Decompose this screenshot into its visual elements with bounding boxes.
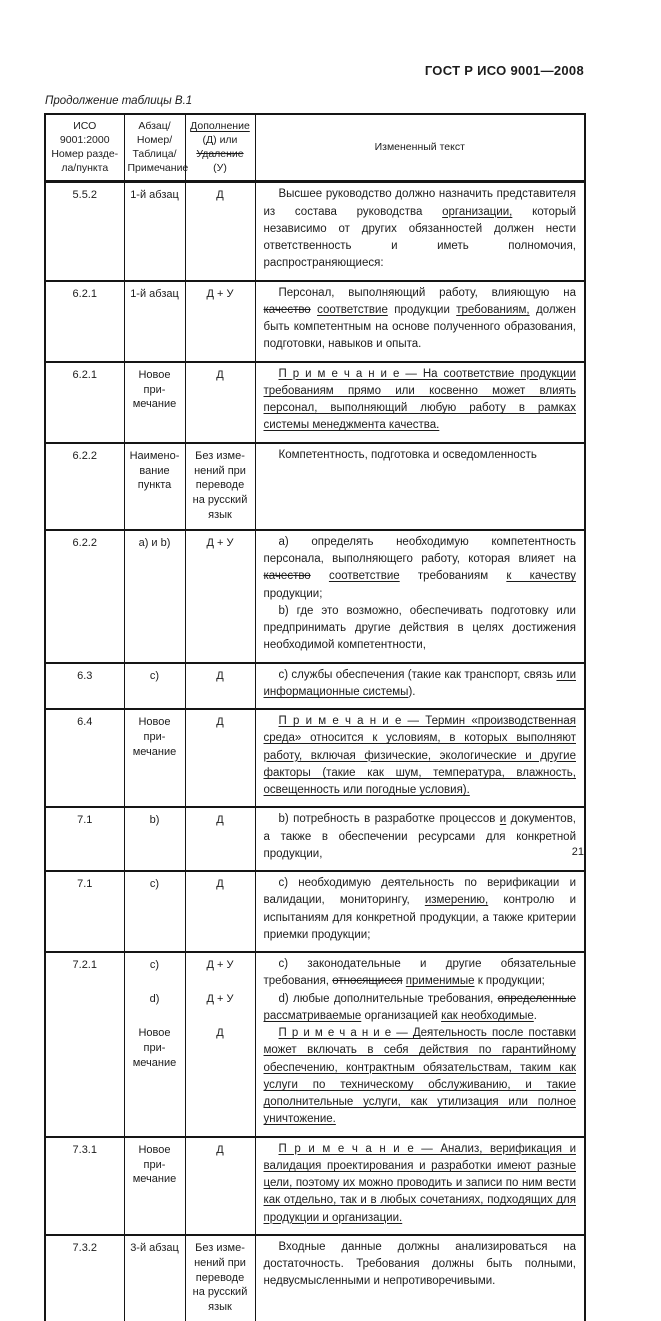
text-run: d) любые дополнительные требования,: [278, 992, 498, 1005]
amended-text-paragraph: [264, 186, 577, 272]
clause-number: [49, 813, 121, 828]
ref-cell: [45, 182, 124, 281]
text-run: b): [149, 814, 160, 827]
change-type: [189, 669, 252, 684]
change-cell: [185, 362, 255, 443]
change-type: [189, 715, 252, 730]
deleted-text: определенные: [497, 992, 576, 1005]
text-run: Новое примечание: [132, 1026, 177, 1069]
text-run: требованиям: [399, 570, 507, 583]
table-row: [45, 709, 585, 807]
inserted-text: как необходимые: [441, 1009, 534, 1022]
column-header-label: [189, 120, 252, 175]
text-run: 1-й абзац: [130, 287, 179, 300]
change-cell: [185, 952, 255, 1137]
amended-text-paragraph: [264, 875, 577, 944]
text-run: 7.3.1: [72, 1143, 97, 1156]
part-label: [128, 715, 182, 760]
text-run: Без изменений при переводе на русский язык: [192, 449, 248, 522]
part-label: [128, 1026, 182, 1071]
amended-text-paragraph: [264, 956, 577, 991]
text-run: b) потребность в разработке процессов: [278, 813, 500, 826]
inserted-text: применимые: [405, 975, 475, 988]
table-caption: Продолжение таблицы В.1: [45, 95, 193, 107]
text-cell: [255, 530, 585, 663]
ref-cell: [45, 1137, 124, 1235]
clause-number: [49, 1241, 121, 1256]
text-run: 7.1: [77, 878, 93, 891]
ref-cell: [45, 709, 124, 807]
text-run: Абзац/ Номер/ Таблица/ Примечание: [127, 120, 189, 174]
part-label: [128, 669, 182, 684]
text-run: Д: [216, 189, 224, 202]
change-type: [189, 958, 252, 973]
text-run: Новое примечание: [132, 1143, 177, 1186]
inserted-text: П р и м е ч а н и е — Термин «производственная среда» относится к условиям, в которых выполняют работу, включая физические, экологические и другие факторы (такие как шум, температура, влажность, освещенность или погодные условия).: [263, 715, 576, 797]
part-label: [128, 449, 182, 494]
amended-text-paragraph: [264, 1239, 577, 1291]
change-type: [189, 1143, 252, 1158]
change-cell: [185, 709, 255, 807]
text-run: c) законодательные и другие обязательные требования,: [263, 958, 576, 988]
page-number: 21: [571, 846, 584, 858]
table-row: [45, 443, 585, 530]
part-label: [128, 188, 182, 203]
column-header-ref: [45, 114, 124, 182]
column-header-part: [124, 114, 189, 182]
column-header-label: [49, 120, 121, 175]
text-run: 3-й абзац: [130, 1241, 179, 1254]
change-type: [189, 1026, 252, 1041]
amended-text-paragraph: [264, 447, 577, 464]
part-cell: [124, 807, 185, 871]
table-row: [45, 807, 585, 871]
ref-cell: [45, 807, 124, 871]
text-run: 7.3.2: [72, 1241, 97, 1254]
text-cell: [255, 443, 585, 530]
deleted-text: качество: [263, 303, 311, 316]
part-cell: [124, 362, 185, 443]
part-cell: [124, 663, 185, 710]
amended-text-paragraph: [264, 1025, 577, 1129]
text-run: Д + У: [206, 993, 234, 1005]
ref-cell: [45, 362, 124, 443]
part-cell: [124, 871, 185, 952]
text-run: который независимо от других обязанностей должен нести ответственность и иметь полномочия, распространяющиеся:: [263, 205, 577, 270]
table-row: [45, 663, 585, 710]
part-label: [128, 958, 182, 973]
text-run: Компетентность, подготовка и осведомленность: [278, 448, 537, 461]
part-label: [128, 287, 182, 302]
amendments-table: [44, 113, 586, 1321]
ref-cell: [45, 663, 124, 710]
amended-text-paragraph: [264, 713, 577, 799]
table-body: [45, 182, 585, 1321]
text-run: (У): [213, 161, 227, 174]
text-run: Д: [216, 1026, 224, 1039]
change-type: [189, 287, 252, 302]
column-header-label: [127, 120, 189, 175]
inserted-text: и: [499, 813, 507, 826]
change-type: [189, 536, 252, 551]
deleted-text: Удаление: [196, 147, 244, 160]
text-run: Д: [216, 1143, 224, 1156]
text-run: 7.2.1: [72, 959, 97, 972]
text-run: 5.5.2: [72, 189, 97, 202]
text-run: 6.2.1: [72, 287, 97, 300]
text-run: продукции: [387, 303, 457, 316]
text-run: c): [149, 669, 160, 682]
amended-text-paragraph: [264, 534, 577, 603]
column-header-text: [255, 114, 585, 182]
text-run: c): [149, 959, 160, 972]
clause-number: [49, 1143, 121, 1158]
text-run: Наименование пункта: [129, 449, 180, 492]
deleted-text: качество: [263, 570, 311, 583]
text-run: a) и b): [138, 536, 171, 549]
table-row: [45, 871, 585, 952]
text-run: 6.2.2: [72, 449, 97, 462]
clause-number: [49, 188, 121, 203]
part-cell: [124, 709, 185, 807]
text-cell: [255, 281, 585, 362]
part-cell: [124, 1137, 185, 1235]
ref-cell: [45, 1235, 124, 1321]
change-type: [189, 368, 252, 383]
text-run: Персонал, выполняющий работу, влияющую на: [278, 286, 576, 299]
inserted-text: Дополнение: [190, 120, 250, 132]
ref-cell: [45, 443, 124, 530]
change-cell: [185, 530, 255, 663]
text-run: организацией: [361, 1009, 442, 1022]
change-cell: [185, 281, 255, 362]
text-run: ).: [408, 685, 416, 698]
ref-cell: [45, 871, 124, 952]
part-cell: [124, 281, 185, 362]
text-run: Д + У: [206, 287, 234, 300]
clause-number: [49, 287, 121, 302]
clause-number: [49, 958, 121, 973]
column-header-change: [185, 114, 255, 182]
change-cell: [185, 663, 255, 710]
text-run: Д: [216, 669, 224, 682]
change-cell: [185, 871, 255, 952]
part-label: [128, 368, 182, 413]
amended-text-paragraph: [264, 991, 577, 1026]
text-run: (Д) или: [202, 133, 238, 146]
text-run: c) необходимую деятельность по верификации и валидации, мониторингу,: [263, 877, 576, 907]
part-label: [128, 1143, 182, 1188]
part-label: [128, 813, 182, 828]
change-cell: [185, 443, 255, 530]
change-cell: [185, 807, 255, 871]
text-run: Измененный текст: [374, 140, 465, 153]
table-row: [45, 362, 585, 443]
text-run: Д: [216, 878, 224, 891]
change-type: [189, 188, 252, 203]
text-run: Новое примечание: [132, 716, 177, 758]
text-run: 6.2.1: [72, 368, 97, 381]
text-run: ИСО 9001:2000 Номер раздела/пункта: [51, 120, 119, 174]
text-run: Д: [216, 814, 224, 827]
table-row: [45, 281, 585, 362]
table-row: [45, 952, 585, 1137]
text-cell: [255, 663, 585, 710]
clause-number: [49, 536, 121, 551]
inserted-text: или информационные системы: [263, 668, 576, 698]
column-header-label: [259, 141, 582, 155]
change-cell: [185, 182, 255, 281]
ref-cell: [45, 952, 124, 1137]
text-run: Входные данные должны анализироваться на достаточность. Требования должны быть полными, недвусмысленными и непротиворечивыми.: [263, 1240, 576, 1288]
text-run: Д + У: [206, 959, 234, 972]
part-label: [128, 536, 182, 551]
inserted-text: соответствие: [328, 570, 400, 583]
amended-text-paragraph: [264, 603, 577, 655]
text-run: документов, а также в обеспечении ресурсами для конкретной продукции,: [263, 813, 576, 860]
text-run: 6.3: [77, 669, 93, 682]
table-row: [45, 530, 585, 663]
text-run: должен быть компетентным на основе полученного образования, подготовки, навыков и опыта.: [263, 303, 576, 351]
text-cell: [255, 1235, 585, 1321]
inserted-text: к качеству: [506, 570, 577, 583]
text-run: d): [149, 993, 160, 1005]
text-cell: [255, 1137, 585, 1235]
change-cell: [185, 1137, 255, 1235]
text-cell: [255, 952, 585, 1137]
change-type: [189, 1241, 252, 1315]
text-run: Новое примечание: [132, 368, 177, 411]
clause-number: [49, 877, 121, 892]
part-cell: [124, 530, 185, 663]
inserted-text: П р и м е ч а н и е — Деятельность после поставки может включать в себя действия по гарантийному обеспечению, контрактным обязательствам, таким как услуги по техническому обслуживанию, и такие дополнительные услуги, как утилизация или полное уничтожение.: [263, 1027, 576, 1126]
table-row: [45, 182, 585, 281]
part-cell: [124, 182, 185, 281]
clause-number: [49, 669, 121, 684]
text-cell: [255, 871, 585, 952]
amended-text-paragraph: [264, 1141, 577, 1227]
text-run: Д: [216, 716, 224, 729]
ref-cell: [45, 281, 124, 362]
text-cell: [255, 807, 585, 871]
inserted-text: рассматриваемые: [263, 1009, 362, 1022]
change-type: [189, 877, 252, 892]
part-label: [128, 1241, 182, 1256]
text-cell: [255, 362, 585, 443]
doc-code: ГОСТ Р ИСО 9001—2008: [424, 63, 584, 78]
inserted-text: организации,: [442, 205, 513, 218]
text-run: 6.2.2: [72, 536, 97, 549]
inserted-text: соответствие: [317, 303, 388, 316]
text-run: c) службы обеспечения (такие как транспорт, связь: [278, 668, 557, 681]
part-cell: [124, 1235, 185, 1321]
text-run: Д + У: [206, 536, 234, 549]
change-type: [189, 992, 252, 1007]
clause-number: [49, 715, 121, 730]
table-row: [45, 1137, 585, 1235]
amended-text-paragraph: [264, 667, 577, 702]
amended-text-paragraph: [264, 366, 577, 435]
part-cell: [124, 443, 185, 530]
inserted-text: измерению,: [424, 894, 489, 907]
text-run: Высшее руководство должно назначить представителя из состава руководства: [263, 188, 576, 218]
part-cell: [124, 952, 185, 1137]
text-cell: [255, 709, 585, 807]
table-head: [45, 114, 585, 182]
part-label: [128, 992, 182, 1007]
text-run: продукции;: [263, 587, 323, 600]
text-cell: [255, 182, 585, 281]
text-run: c): [149, 878, 160, 891]
change-cell: [185, 1235, 255, 1321]
change-type: [189, 449, 252, 523]
text-run: .: [533, 1009, 537, 1022]
header-row: [45, 114, 585, 182]
amended-text-paragraph: [264, 285, 577, 354]
text-run: a) определять необходимую компетентность персонала, выполняющего работу, которая влияет на: [263, 535, 576, 566]
clause-number: [49, 368, 121, 383]
text-run: к продукции;: [474, 975, 545, 988]
text-run: 6.4: [77, 716, 93, 729]
text-run: b) где это возможно, обеспечивать подготовку или предпринимать другие действия в целях достижения необходимой компетентности,: [263, 604, 576, 652]
text-run: Д: [216, 368, 224, 381]
inserted-text: требованиям,: [456, 303, 530, 316]
text-run: 1-й абзац: [130, 189, 179, 202]
text-run: контролю и испытаниям для конкретной продукции, а также критерии приемки продукции;: [263, 894, 576, 941]
clause-number: [49, 449, 121, 464]
part-label: [128, 877, 182, 892]
change-type: [189, 813, 252, 828]
inserted-text: П р и м е ч а н и е — Анализ, верификация и валидация проектирования и разработки имеют разные цели, поэтому их можно проводить и записи по ним вести как отдельно, так и в любых сочетаниях, подходящих для продукции и организации.: [263, 1142, 576, 1224]
text-run: Без изменений при переводе на русский язык: [192, 1241, 248, 1314]
inserted-text: П р и м е ч а н и е — На соответствие продукции требованиям прямо или косвенно может влиять персонал, выполняющий любую работу в рамках системы менеджмента качества.: [263, 367, 576, 432]
text-run: 7.1: [77, 814, 93, 827]
deleted-text: относящиеся: [332, 975, 403, 988]
ref-cell: [45, 530, 124, 663]
text-run: [311, 570, 329, 582]
table-row: [45, 1235, 585, 1321]
